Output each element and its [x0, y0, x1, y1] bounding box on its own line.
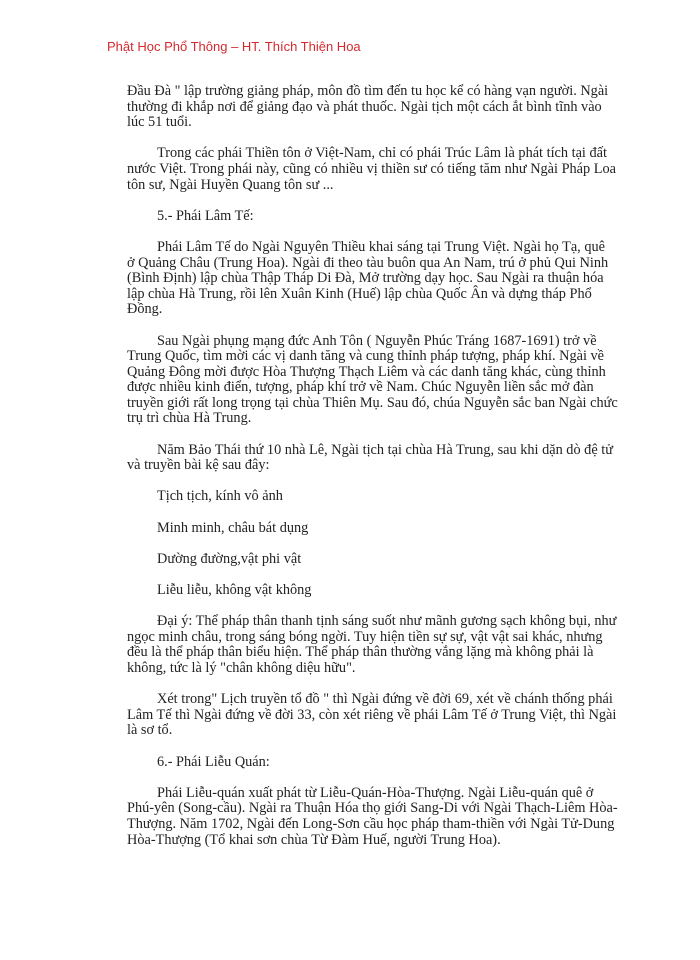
text-line: là sơ tổ.	[127, 722, 173, 739]
paragraph	[127, 240, 607, 318]
verse-line	[127, 489, 607, 505]
text-line: (Bình Định) lập chùa Thập Tháp Di Đà, Mở trường dạy học. Sau Ngài ra thuận hóa	[127, 270, 604, 287]
section-heading	[127, 755, 607, 771]
text-line: Thượng. Năm 1702, Ngài đến Long-Sơn cầu học pháp tham-thiền với Ngài Tử-Dung	[127, 815, 615, 832]
text-line: tôn sư, Ngài Huyền Quang tôn sư ...	[127, 176, 334, 193]
text-line: Phú-yên (Song-cầu). Ngài ra Thuận Hóa thọ giới Sang-Di với Ngài Thạch-Liêm Hòa-	[127, 800, 618, 817]
paragraph	[127, 441, 613, 474]
paragraph	[127, 613, 617, 676]
text-line: Năm Bảo Thái thứ 10 nhà Lê, Ngài tịch tại chùa Hà Trung, sau khi dặn dò đệ tử	[157, 441, 613, 458]
text-line: đều là thể pháp thân biểu hiện. Thể pháp thân thường vắng lặng mà không phải là	[127, 644, 594, 661]
text-line: lúc 51 tuổi.	[127, 114, 192, 131]
text-line: Phái Liễu-quán xuất phát từ Liễu-Quán-Hòa-Thượng. Ngài Liễu-quán quê ở	[157, 784, 594, 801]
text-line: ở Quảng Châu (Trung Hoa). Ngài đi theo tàu buôn qua An Nam, trú ở phủ Qui Ninh	[127, 254, 609, 271]
verse-line	[127, 583, 607, 599]
text-line: Quảng Đông mời được Hòa Thượng Thạch Liêm và các danh tăng khác, cùng thỉnh	[127, 363, 606, 380]
text-line: 5.- Phái Lâm Tế:	[157, 207, 254, 224]
text-line: Đồng.	[127, 301, 163, 318]
text-line: thường đi khắp nơi để giảng đạo và phát thuốc. Ngài tịch một cách ắt bình tĩnh vào	[127, 98, 602, 115]
text-line: Xét trong" Lịch truyền tổ đồ " thì Ngài đứng về đời 69, xét về chánh thống phái	[157, 691, 613, 708]
verse-line	[127, 521, 607, 537]
text-line: Đầu Đà " lập trường giảng pháp, môn đồ tìm đến tu học kể có hàng vạn người. Ngài	[127, 83, 609, 99]
text-line: Trung Quốc, tìm mời các vị danh tăng và cung thỉnh pháp tượng, pháp khí. Ngài về	[127, 348, 604, 365]
text-line: và truyền bài kệ sau đây:	[127, 457, 270, 474]
text-line: nước Việt. Trong phái này, cũng có nhiều vị thiền sư có tiếng tăm như Ngài Pháp Loa	[127, 160, 616, 177]
paragraph	[127, 784, 618, 848]
document-body	[127, 83, 618, 864]
paragraph	[127, 332, 618, 428]
page-header: Phật Học Phổ Thông – HT. Thích Thiện Hoa	[107, 39, 361, 54]
text-line: Đại ý: Thể pháp thân thanh tịnh sáng suốt như mãnh gương sạch không bụi, như	[157, 613, 617, 630]
text-line: Trong các phái Thiền tôn ở Việt-Nam, chỉ có phái Trúc Lâm là phát tích tại đất	[157, 145, 607, 162]
text-line: 6.- Phái Liễu Quán:	[157, 753, 270, 770]
text-line: truyền giới rất long trọng tại chùa Thiên Mụ. Sau đó, chúa Nguyễn sắc ban Ngài chức	[127, 394, 618, 411]
text-line: Minh minh, châu bát dụng	[157, 519, 309, 536]
text-line: Hòa-Thượng (Tổ khai sơn chùa Từ Đàm Huế, người Trung Hoa).	[127, 831, 501, 848]
text-line: ngọc minh châu, trong sáng bóng ngời. Tuy hiện tiền sự sự, vật vật sai khác, nhưng	[127, 628, 603, 645]
verse-line	[127, 552, 607, 568]
text-line: Liễu liễu, không vật không	[157, 582, 312, 598]
text-line: Lâm Tế thì Ngài đứng về đời 33, còn xét riêng về phái Lâm Tế ở Trung Việt, thì Ngài	[127, 706, 617, 723]
text-line: Dường đường,vật phi vật	[157, 550, 302, 567]
text-line: Sau Ngài phụng mạng đức Anh Tôn ( Nguyễn Phúc Tráng 1687-1691) trở về	[157, 332, 597, 349]
paragraph	[127, 84, 607, 131]
text-line: trụ trì chùa Hà Trung.	[127, 410, 252, 427]
paragraph	[127, 145, 616, 193]
text-line: không, tức là lý "chân không diệu hữu".	[127, 659, 356, 676]
text-line: Tịch tịch, kính vô ảnh	[157, 488, 283, 505]
section-heading	[127, 209, 607, 225]
paragraph	[127, 691, 617, 739]
text-line: lập chùa Hà Trung, rồi lên Xuân Kinh (Huế) lập chùa Quốc Ân và dựng tháp Phổ	[127, 285, 592, 302]
text-line: Phái Lâm Tế do Ngài Nguyên Thiều khai sáng tại Trung Việt. Ngài họ Tạ, quê	[157, 238, 605, 255]
text-line: được nhiều kinh điển, tượng, pháp khí trở về Nam. Chúc Nguyễn liền sắc mở đàn	[127, 379, 594, 396]
